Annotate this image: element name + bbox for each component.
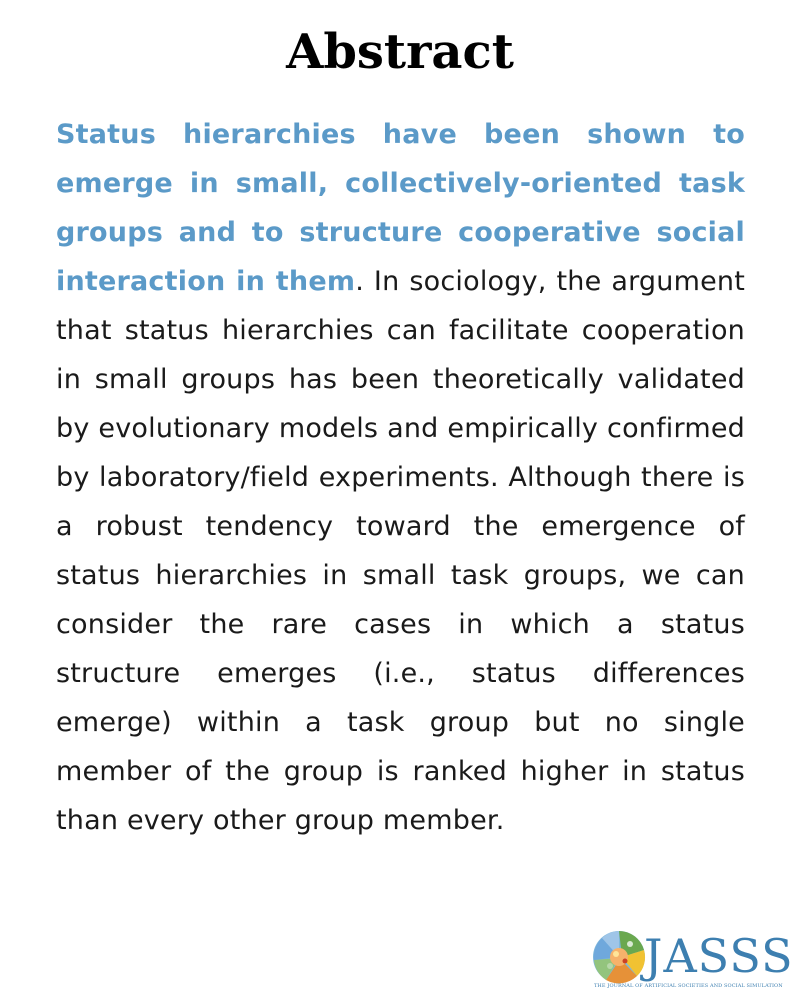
- abstract-body: . In sociology, the argument that status hierarchies can facilitate cooperation in small groups has been theoretically validated by evolutionary models and empirically confirmed by laboratory/field experiments. Although there is a robust tendency toward the emergence of status hierarchies in small task groups, we can consider the rare cases in which a status structure emerges (i.e., status differences emerge) within a task group but no single member of the group is ranked higher in status than every other group member.: [56, 266, 745, 836]
- journal-emblem-icon: [592, 930, 646, 984]
- journal-logo-text: JASSS: [644, 929, 794, 983]
- abstract-text: [56, 110, 745, 845]
- journal-logo: [592, 928, 792, 992]
- journal-logo-tagline: THE JOURNAL OF ARTIFICIAL SOCIETIES AND SOCIAL SIMULATION: [594, 983, 783, 989]
- page-title: Abstract: [286, 24, 514, 80]
- abstract-highlight: Status hierarchies have been shown to emerge in small, collectively-oriented task groups and to structure cooperative social interaction in them: [56, 119, 745, 297]
